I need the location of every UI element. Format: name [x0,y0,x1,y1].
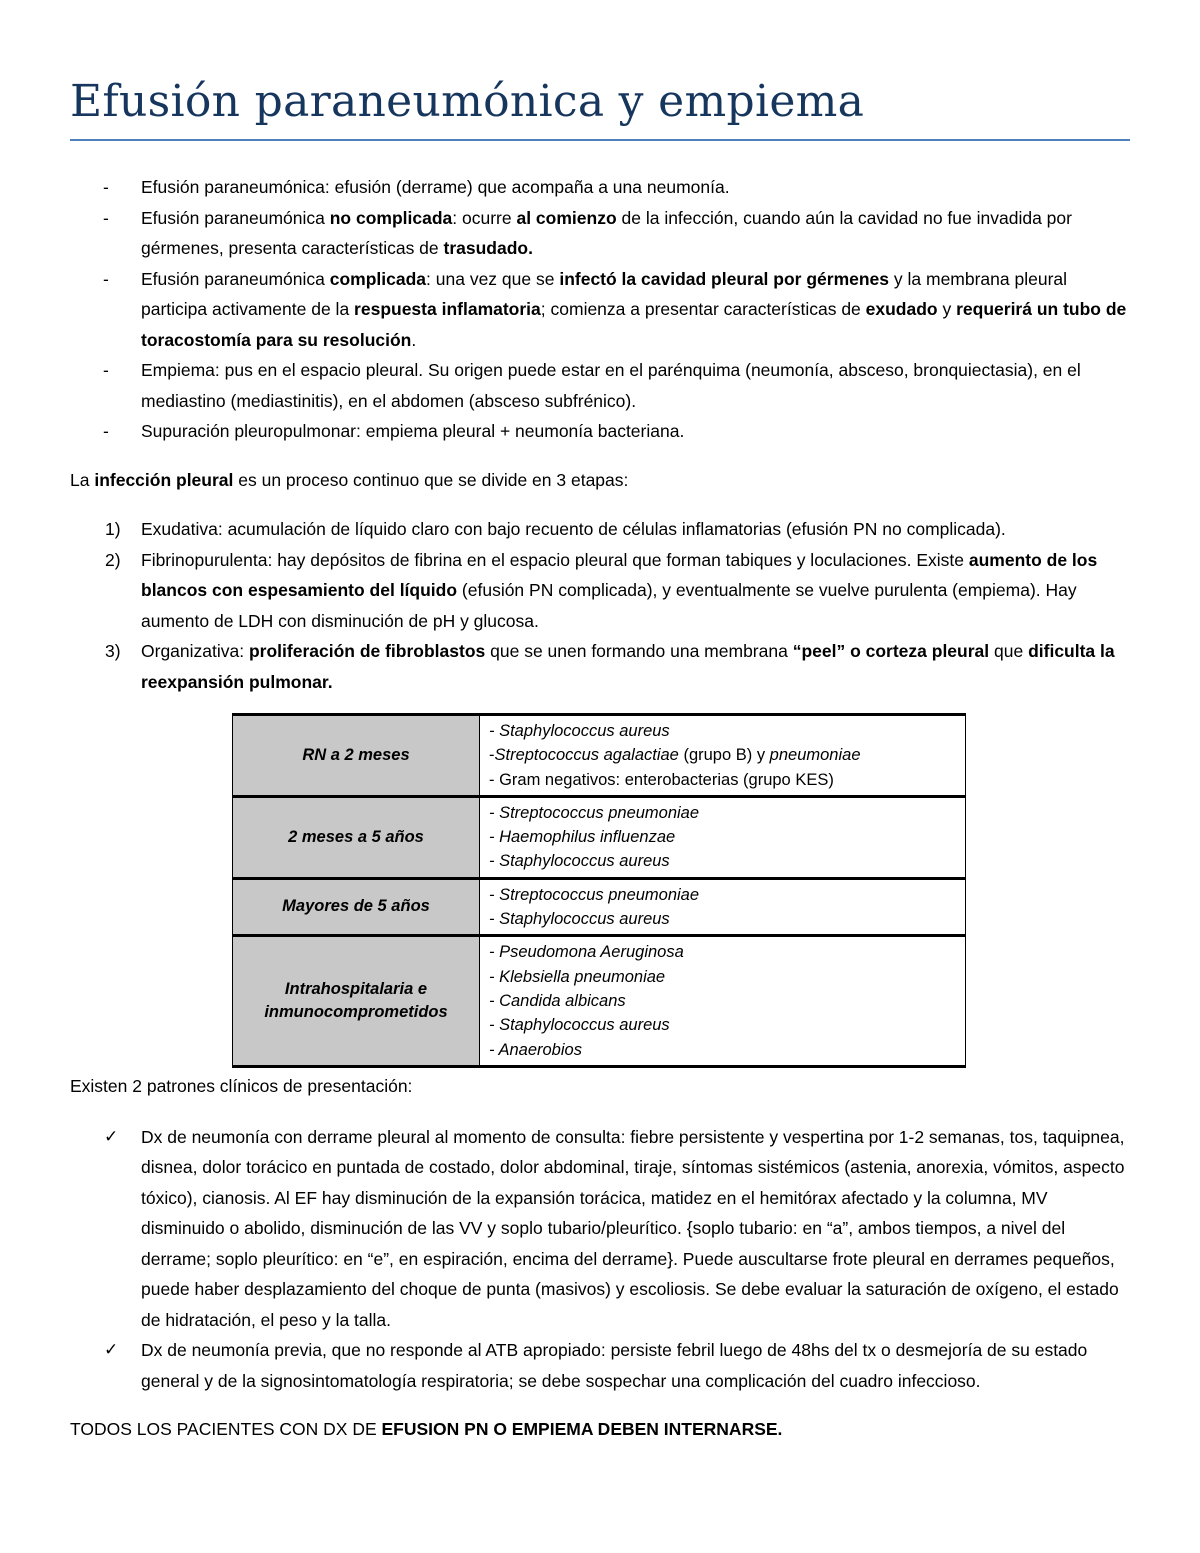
text-run: Fibrinopurulenta: hay depósitos de fibrina en el espacio pleural que forman tabiques y loculaciones. Existe [141,549,969,570]
italic-text: - Haemophilus influenzae [489,828,676,847]
organism-line [489,883,955,907]
bold-text: infección pleural [94,469,234,490]
checkmark-icon: ✓ [104,1340,119,1359]
italic-text: - Pseudomona Aeruginosa [489,943,684,962]
page-title: Efusión paraneumónica y empiema [70,76,865,127]
age-group-cell: 2 meses a 5 años [233,796,480,878]
text-run: : ocurre [452,207,517,228]
text-run: La [70,469,95,490]
italic-text: - Klebsiella pneumoniae [489,967,666,986]
definition-item [70,203,1130,264]
bold-text: “peel” o corteza pleural [792,641,990,661]
italic-text: - Candida albicans [489,991,626,1010]
organism-line [489,907,955,931]
bold-text: respuesta inflamatoria [354,299,541,319]
definition-item [70,172,1130,203]
patterns-list [70,1122,1130,1397]
text-run: (efusión PN complicada), y eventualmente se vuelve purulenta (empiema). Hay aumento de LDH con disminución de pH y glucosa. [141,580,1077,631]
italic-text: - Staphylococcus aureus [489,910,670,929]
document-page [70,72,1130,697]
text-run: es un proceso continuo que se divide en 3 etapas: [233,469,629,490]
pattern-item [70,1335,1130,1396]
italic-text: Streptococcus agalactiae [494,746,679,765]
dash-bullet: - [103,360,109,380]
bold-text: aumento de los blancos con espesamiento del líquido [141,549,1098,600]
text-run: y [937,299,957,319]
text-run: Efusión paraneumónica [141,268,330,289]
italic-text: - Staphylococcus aureus [489,1016,670,1035]
text-run: Dx de neumonía previa, que no responde al ATB apropiado: persiste febril luego de 48hs del tx o desmejoría de su estado general y de la signosintomatología respiratoria; se debe sospechar una complicación del cuadro infeccioso. [141,1340,1088,1391]
text-run: de la infección, cuando aún la cavidad no fue invadida por gérmenes, presenta características de [141,207,1072,258]
organism-line [489,801,955,825]
stages-list [70,514,1130,697]
italic-text: - Streptococcus pneumoniae [489,885,700,904]
patterns-intro: Existen 2 patrones clínicos de presentación: [70,1076,413,1096]
definitions-list [70,172,1130,447]
italic-text: - Streptococcus pneumoniae [489,803,700,822]
table-row [233,936,966,1066]
italic-text: - Staphylococcus aureus [489,722,670,740]
organisms-cell [480,715,966,797]
organism-line [489,825,955,849]
bold-text: proliferación de fibroblastos [248,641,486,661]
definition-item [70,416,1130,447]
text-run: Efusión paraneumónica: efusión (derrame) que acompaña a una neumonía. [141,177,730,197]
clinical-patterns-section [70,1071,1130,1445]
bold-text: no complicada [329,207,453,228]
text-run: Organizativa: [141,641,249,661]
bold-text: dificulta la reexpansión pulmonar. [141,641,1115,692]
stage-item [70,514,1130,545]
bold-text: requerirá un tubo de toracostomía para su resolución [141,299,1127,350]
text-run: . [411,329,417,350]
text-run: Supuración pleuropulmonar: empiema pleural + neumonía bacteriana. [141,421,685,441]
text-run: Empiema: pus en el espacio pleural. Su origen puede estar en el parénquima (neumonía, absceso, bronquiectasia), en el mediastino (mediastinitis), en el abdomen (absceso subfrénico). [141,360,1081,411]
text-run: ; comienza a presentar características de [540,299,866,319]
dash-bullet: - [103,268,109,289]
bold-text: infectó la cavidad pleural por gérmenes [559,268,890,289]
organisms-table [232,713,966,1068]
text-run: Exudativa: acumulación de líquido claro con bajo recuento de células inflamatorias (efusión PN no complicada). [141,519,1006,539]
stage-number: 3) [105,641,121,661]
bold-text: al comienzo [516,207,617,228]
stage-number: 2) [105,549,121,570]
text-run: : una vez que se [426,268,560,289]
italic-text: pneumoniae [769,746,861,765]
bold-text: trasudado. [443,238,533,258]
definition-item [70,264,1130,356]
organism-line [489,940,955,964]
text-run: Dx de neumonía con derrame pleural al momento de consulta: fiebre persistente y vespertina por 1-2 semanas, tos, taquipnea, disnea, dolor torácico en puntada de costado, dolor abdominal, tiraje, síntomas sistémicos (astenia, anorexia, vómitos, aspecto tóxico), cianosis. Al EF hay disminución de la expansión torácica, matidez en el hemitórax afectado y la columna, MV disminuido o abolido, disminución de las VV y soplo tubario/pleurítico. {soplo tubario: en “a”, ambos tiempos, a nivel del derrame; soplo pleurítico: en “e”, en espiración, encima del derrame}. Puede auscultarse frote pleural en derrames pequeños, puede haber desplazamiento del choque de punta (masivos) y escoliosis. Se debe evaluar la saturación de oxígeno, el estado de hidratación, el peso y la talla. [141,1126,1125,1330]
bold-text: EFUSION PN O EMPIEMA DEBEN INTERNARSE. [381,1419,783,1439]
organism-line [489,1013,955,1037]
age-group-cell: RN a 2 meses [233,715,480,797]
organisms-cell [480,936,966,1066]
organism-line [489,1038,955,1062]
table-row [233,715,966,797]
stage-number: 1) [105,519,121,539]
italic-text: - Anaerobios [489,1040,582,1059]
bold-text: exudado [865,299,938,319]
organisms-cell [480,796,966,878]
bold-text: complicada [329,268,427,289]
stage-item [70,545,1130,637]
stages-intro [70,465,1130,496]
organism-line [489,849,955,873]
organism-line [489,768,955,792]
age-group-cell: Mayores de 5 años [233,878,480,936]
age-group-cell: Intrahospitalaria e inmunocomprometidos [233,936,480,1066]
pattern-item [70,1122,1130,1336]
definition-item [70,355,1130,416]
organism-line [489,743,955,767]
organism-line [489,965,955,989]
checkmark-icon: ✓ [104,1126,119,1146]
title-underline [70,139,1130,141]
dash-bullet: - [103,207,109,228]
italic-text: - Staphylococcus aureus [489,852,670,871]
stage-item [70,636,1130,697]
organism-line [489,719,955,743]
text-run: que se unen formando una membrana [485,641,793,661]
dash-bullet: - [103,177,109,197]
organism-line [489,989,955,1013]
text-run: (grupo B) y [678,746,770,765]
text-run: que [989,641,1029,661]
text-run: y la membrana pleural participa activamente de la [141,268,1068,319]
text-run: - Gram negativos: enterobacterias (grupo KES) [489,770,834,789]
table-row [233,878,966,936]
table-row [233,796,966,878]
final-statement [70,1414,1130,1445]
text-run: Efusión paraneumónica [141,207,330,228]
organisms-cell [480,878,966,936]
text-run: - [489,746,495,765]
text-run: TODOS LOS PACIENTES CON DX DE [70,1419,382,1439]
dash-bullet: - [103,421,109,441]
